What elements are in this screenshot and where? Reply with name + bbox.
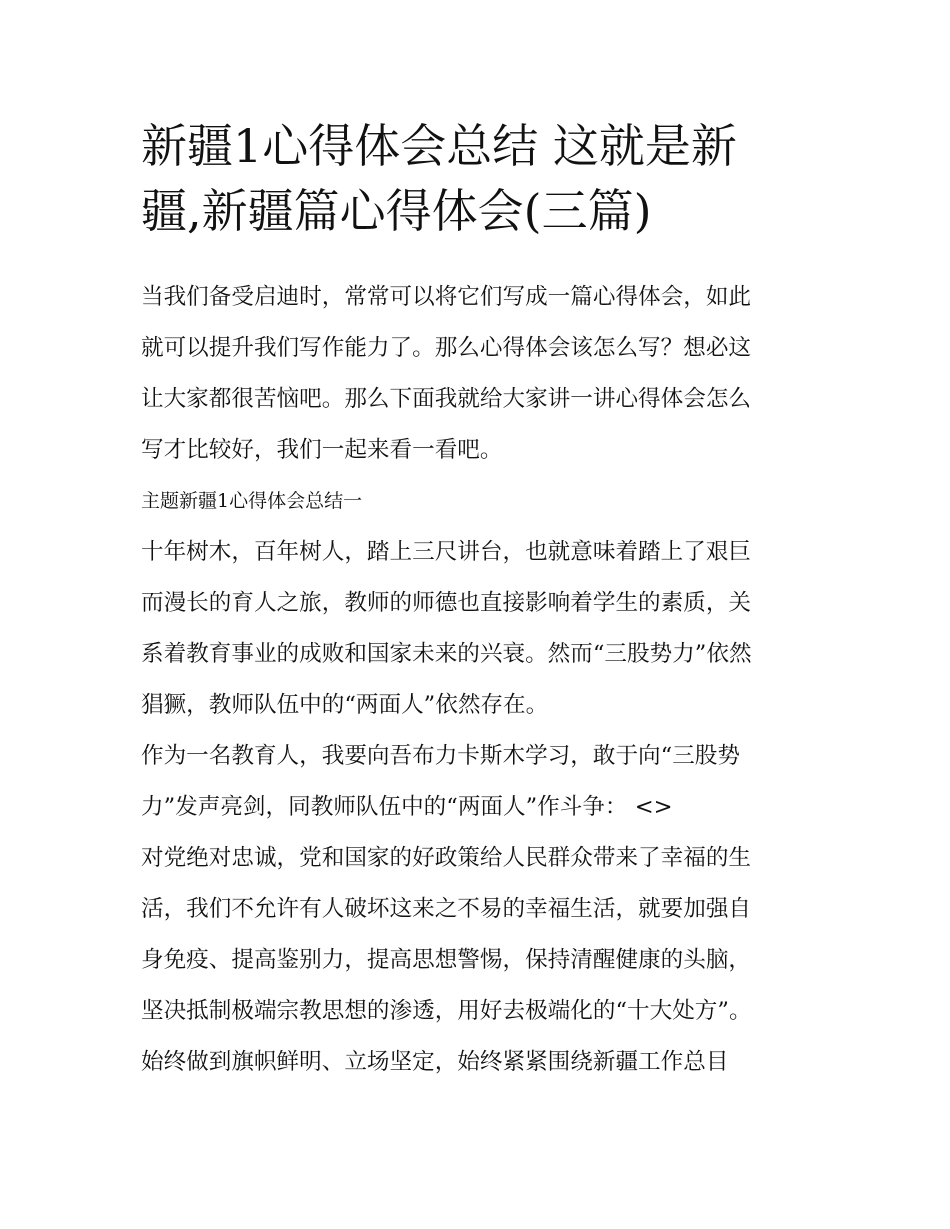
title-line-2: 疆,新疆篇心得体会(三篇)	[141, 184, 652, 238]
paragraph-line: 而漫长的育人之旅，教师的师德也直接影响着学生的素质，关	[141, 590, 752, 616]
intro-line: 让大家都很苦恼吧。那么下面我就给大家讲一讲心得体会怎么	[141, 386, 752, 412]
paragraph-line: 力”发声亮剑，同教师队伍中的“两面人”作斗争： <>	[141, 794, 673, 820]
paragraph-line: 始终做到旗帜鲜明、立场坚定，始终紧紧围绕新疆工作总目	[141, 1049, 729, 1075]
section-heading: 主题新疆1心得体会总结一	[141, 490, 363, 512]
paragraph-1	[141, 527, 813, 731]
paragraph-line: 身免疫、提高鉴别力，提高思想警惕，保持清醒健康的头脑，	[141, 947, 752, 973]
intro-line: 写才比较好，我们一起来看一看吧。	[141, 437, 503, 463]
paragraph-2	[141, 731, 813, 833]
paragraph-line: 活，我们不允许有人破坏这来之不易的幸福生活，就要加强自	[141, 896, 752, 922]
document-page	[141, 114, 813, 1088]
title-line-1: 新疆1心得体会总结 这就是新	[141, 119, 737, 173]
intro-line: 当我们备受启迪时，常常可以将它们写成一篇心得体会，如此	[141, 284, 752, 310]
paragraph-line: 作为一名教育人，我要向吾布力卡斯木学习，敢于向“三股势	[141, 743, 740, 769]
document-body	[141, 272, 813, 1088]
paragraph-line: 十年树木，百年树人，踏上三尺讲台，也就意味着踏上了艰巨	[141, 539, 752, 565]
paragraph-line: 坚决抵制极端宗教思想的渗透，用好去极端化的“十大处方”。	[141, 998, 752, 1024]
intro-paragraph	[141, 272, 813, 476]
paragraph-3	[141, 833, 813, 1088]
paragraph-line: 猖獗，教师队伍中的“两面人”依然存在。	[141, 692, 549, 718]
document-title	[141, 114, 813, 244]
intro-line: 就可以提升我们写作能力了。那么心得体会该怎么写？想必这	[141, 335, 752, 361]
paragraph-line: 对党绝对忠诚，党和国家的好政策给人民群众带来了幸福的生	[141, 845, 752, 871]
paragraph-line: 系着教育事业的成败和国家未来的兴衰。然而“三股势力”依然	[141, 641, 752, 667]
